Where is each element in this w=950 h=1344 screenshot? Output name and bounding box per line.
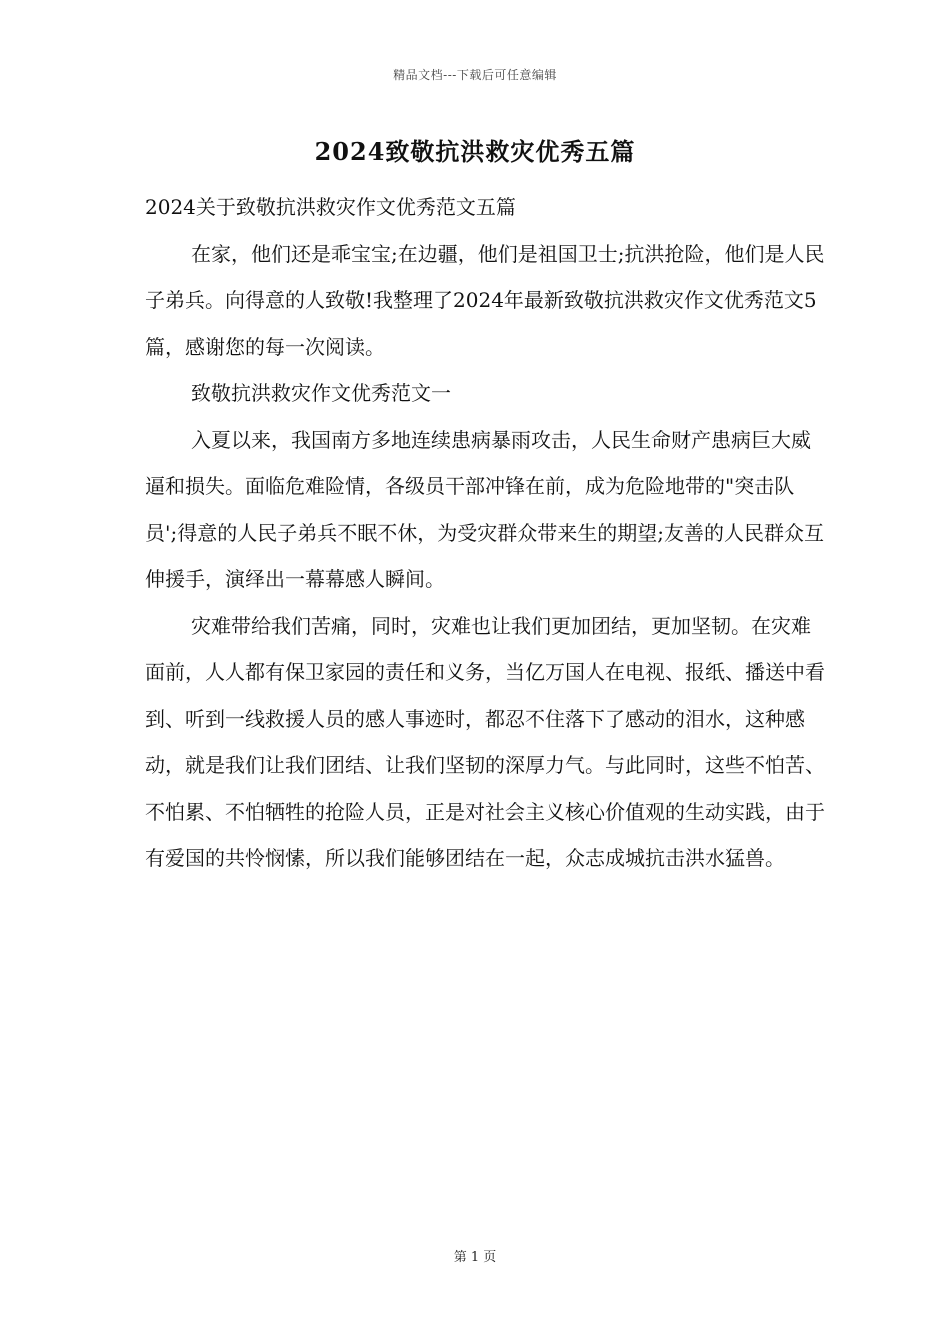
document-title: 2024致敬抗洪救灾优秀五篇 [314, 137, 636, 166]
paragraph-body-1: 入夏以来，我国南方多地连续患病暴雨攻击，人民生命财产患病巨大威逼和损失。面临危难险情，各级员干部冲锋在前，成为危险地带的"突击队员';得意的人民子弟兵不眠不休，为受灾群众带来生的期望;友善的人民群众互伸援手，演绎出一幕幕感人瞬间。 [145, 427, 824, 591]
page-number: 第 1 页 [453, 1250, 497, 1265]
paragraph-body-2: 灾难带给我们苦痛，同时，灾难也让我们更加团结，更加坚韧。在灾难面前，人人都有保卫家园的责任和义务，当亿万国人在电视、报纸、播送中看到、听到一线救援人员的感人事迹时，都忍不住落下了感动的泪水，这种感动，就是我们让我们团结、让我们坚韧的深厚力气。与此同时，这些不怕苦、不怕累、不怕牺牲的抢险人员，正是对社会主义核心价值观的生动实践，由于有爱国的共怜悯愫，所以我们能够团结在一起，众志成城抗击洪水猛兽。 [145, 613, 825, 870]
section-heading: 致敬抗洪救灾作文优秀范文一 [191, 381, 451, 405]
document-body [145, 184, 825, 882]
page-header: 精品文档---下载后可任意编辑 [393, 68, 557, 82]
paragraph-intro: 在家，他们还是乖宝宝;在边疆，他们是祖国卫士;抗洪抢险，他们是人民子弟兵。向得意的人致敬!我整理了2024年最新致敬抗洪救灾作文优秀范文5篇，感谢您的每一次阅读。 [145, 241, 825, 359]
document-subtitle: 2024关于致敬抗洪救灾作文优秀范文五篇 [145, 195, 516, 219]
